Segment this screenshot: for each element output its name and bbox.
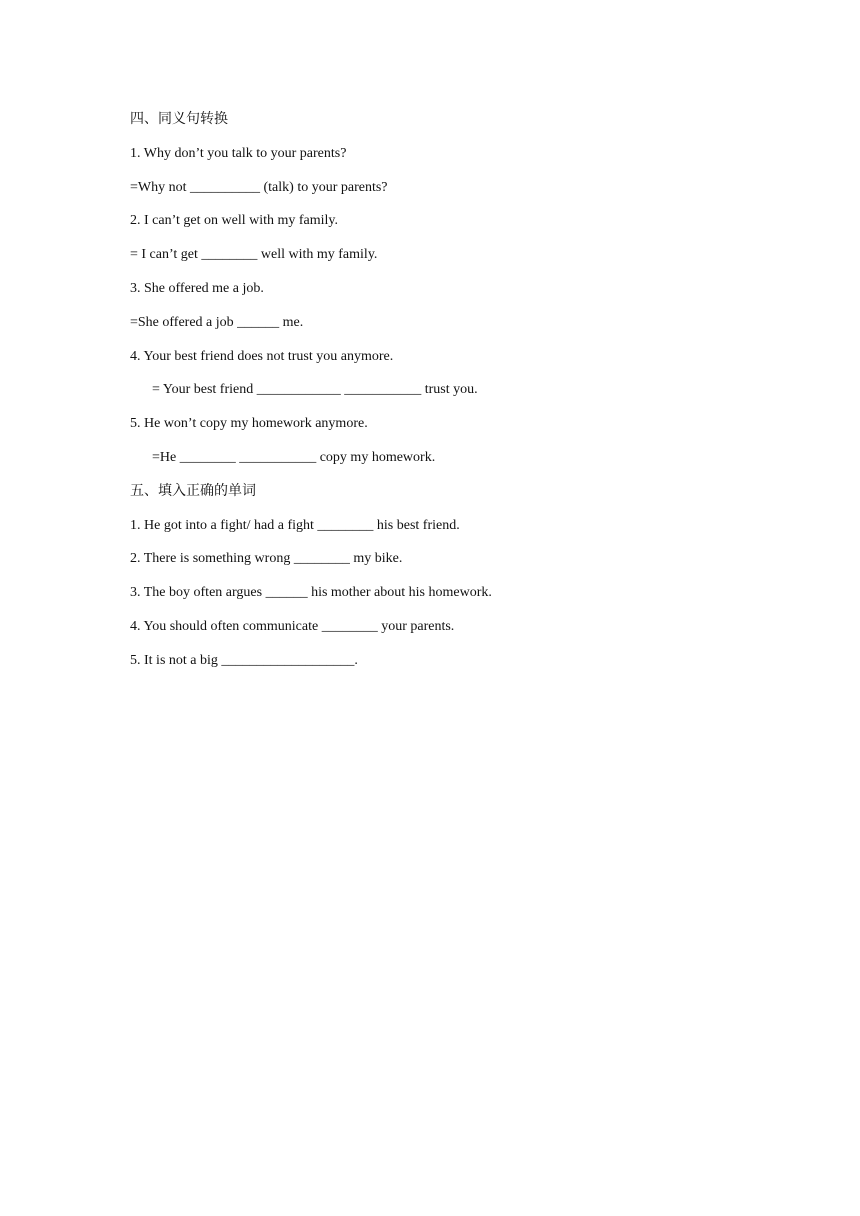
question-2-rewrite: = I can’t get ________ well with my family. (130, 247, 378, 263)
section-heading-fill-in-words: 五、填入正确的单词 (130, 483, 256, 499)
question-4-rewrite: = Your best friend ____________ ___________ trust you. (152, 382, 478, 398)
fill-question-2: 2. There is something wrong ________ my bike. (130, 551, 403, 567)
question-5-rewrite: =He ________ ___________ copy my homework. (152, 449, 436, 465)
section-heading-synonym-transformation: 四、同义句转换 (130, 112, 228, 127)
question-4-original: 4. Your best friend does not trust you anymore. (130, 348, 394, 364)
fill-question-3: 3. The boy often argues ______ his mother about his homework. (130, 585, 492, 601)
question-5-original: 5. He won’t copy my homework anymore. (130, 416, 368, 432)
question-2-original: 2. I can’t get on well with my family. (130, 213, 339, 229)
question-1-original: 1. Why don’t you talk to your parents? (130, 145, 347, 161)
question-3-rewrite: =She offered a job ______ me. (130, 314, 304, 330)
fill-question-5: 5. It is not a big ___________________. (130, 652, 358, 668)
fill-question-4: 4. You should often communicate ________ your parents. (130, 618, 455, 634)
question-1-rewrite: =Why not __________ (talk) to your parents? (130, 179, 388, 195)
worksheet-content (130, 110, 750, 685)
fill-question-1: 1. He got into a fight/ had a fight ________ his best friend. (130, 517, 460, 533)
question-3-original: 3. She offered me a job. (130, 280, 264, 296)
